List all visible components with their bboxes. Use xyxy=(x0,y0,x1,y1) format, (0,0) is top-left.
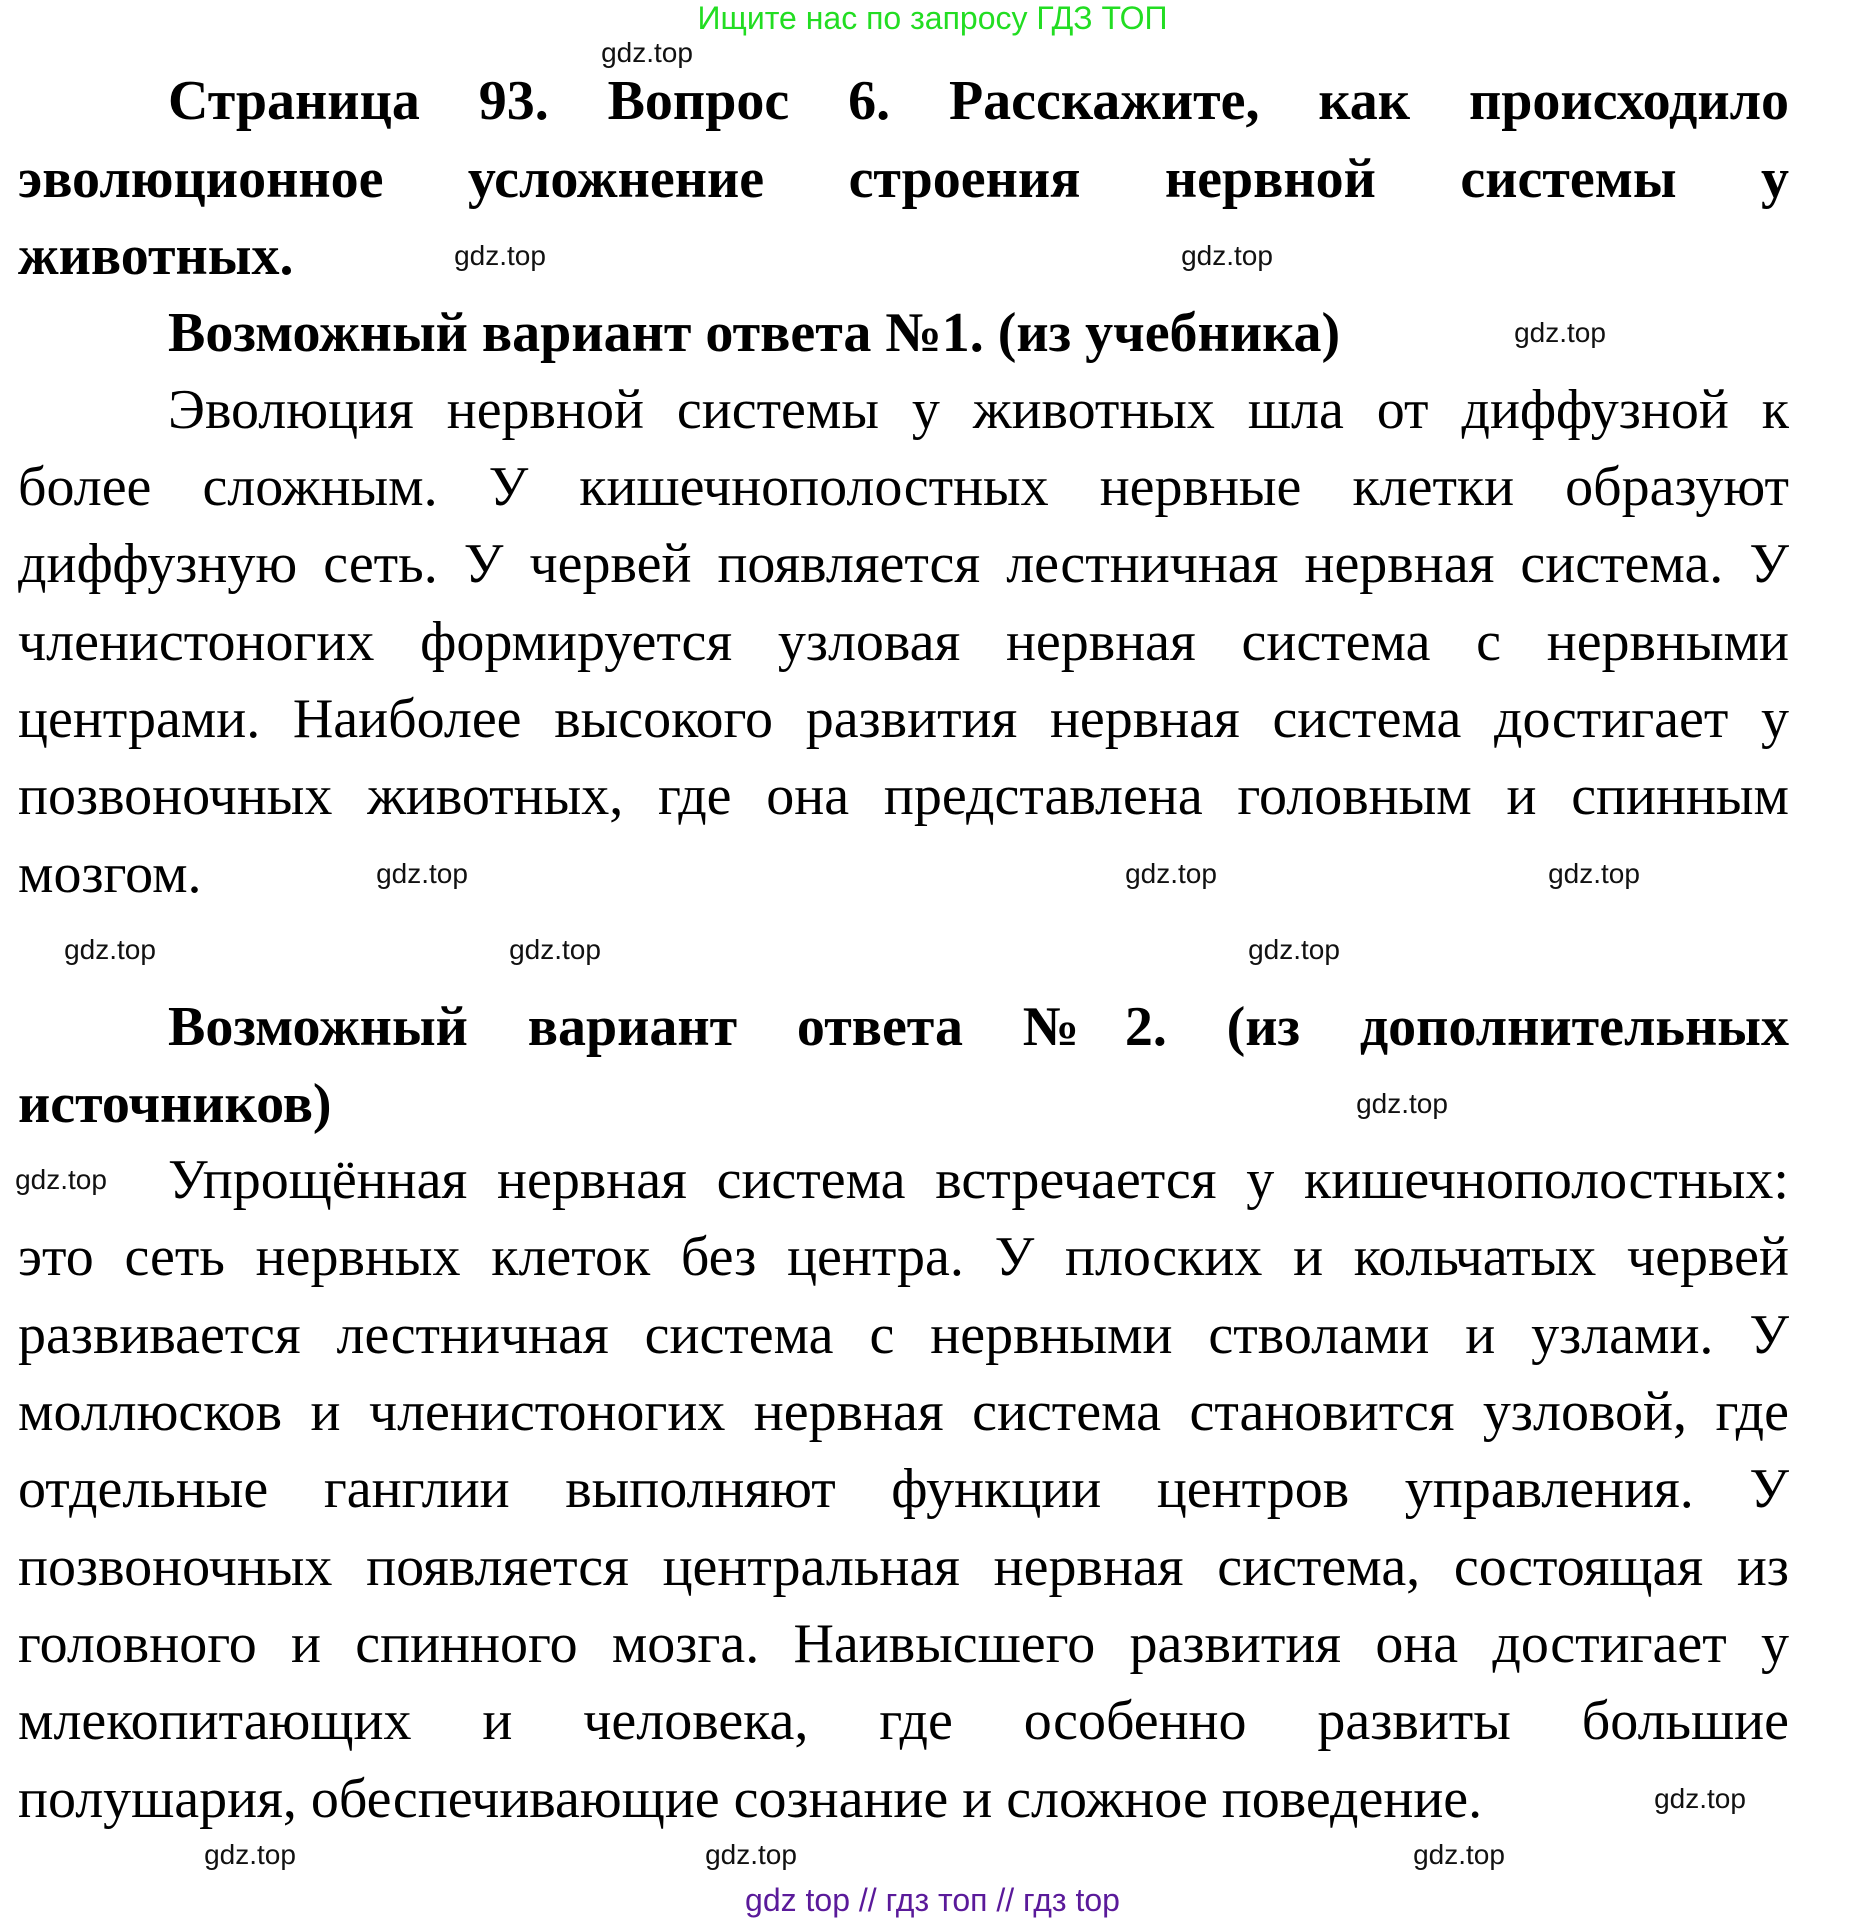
watermark: gdz.top xyxy=(1413,1839,1505,1870)
answer2-line: млекопитающих и человека, где особенно развиты большие xyxy=(18,1690,1789,1752)
footer-links: gdz top // гдз топ // гдз top xyxy=(745,1882,1120,1918)
answer1-line: позвоночных животных, где она представлена головным и спинным xyxy=(18,765,1789,827)
watermark: gdz.top xyxy=(376,858,468,889)
answer2-line: это сеть нервных клеток без центра. У плоских и кольчатых червей xyxy=(18,1226,1789,1288)
answer2-line: головного и спинного мозга. Наивысшего развития она достигает у xyxy=(18,1613,1789,1675)
answer2-heading: источников) xyxy=(18,1073,332,1135)
watermark: gdz.top xyxy=(1514,317,1606,348)
answer2-line: полушария, обеспечивающие сознание и сложное поведение. xyxy=(18,1768,1483,1830)
title-line: эволюционное усложнение строения нервной системы у xyxy=(18,148,1789,210)
answer2-heading: Возможный вариант ответа №2. (из дополнительных xyxy=(168,996,1789,1058)
answer2-line: Упрощённая нервная система встречается у кишечнополостных: xyxy=(168,1149,1789,1211)
title-line: животных. xyxy=(18,225,294,287)
answer1-line: центрами. Наиболее высокого развития нервная система достигает у xyxy=(18,688,1789,750)
title-line: Страница 93. Вопрос 6. Расскажите, как происходило xyxy=(168,70,1789,132)
watermark: gdz.top xyxy=(204,1839,296,1870)
watermark: gdz.top xyxy=(509,934,601,965)
answer1-line: диффузную сеть. У червей появляется лестничная нервная система. У xyxy=(18,533,1789,595)
watermark: gdz.top xyxy=(1248,934,1340,965)
watermark: gdz.top xyxy=(705,1839,797,1870)
answer1-line: Эволюция нервной системы у животных шла от диффузной к xyxy=(168,379,1789,441)
watermark: gdz.top xyxy=(1181,240,1273,271)
answer2-line: моллюсков и членистоногих нервная система становится узловой, где xyxy=(18,1381,1789,1443)
answer1-line: членистоногих формируется узловая нервная система с нервными xyxy=(18,611,1789,673)
answer1-heading: Возможный вариант ответа №1. (из учебника) xyxy=(168,302,1341,364)
watermark: gdz.top xyxy=(1654,1783,1746,1814)
answer1-line: более сложным. У кишечнополостных нервные клетки образуют xyxy=(18,456,1789,518)
watermark: gdz.top xyxy=(1356,1088,1448,1119)
watermark: gdz.top xyxy=(601,37,693,68)
search-banner: Ищите нас по запросу ГДЗ ТОП xyxy=(697,0,1168,36)
watermark: gdz.top xyxy=(1548,858,1640,889)
answer2-line: позвоночных появляется центральная нервная система, состоящая из xyxy=(18,1536,1789,1598)
watermark: gdz.top xyxy=(1125,858,1217,889)
watermark: gdz.top xyxy=(64,934,156,965)
answer1-line: мозгом. xyxy=(18,843,202,905)
answer2-line: отдельные ганглии выполняют функции центров управления. У xyxy=(18,1458,1789,1520)
watermark: gdz.top xyxy=(15,1164,107,1195)
watermark: gdz.top xyxy=(454,240,546,271)
answer2-line: развивается лестничная система с нервными стволами и узлами. У xyxy=(18,1304,1789,1366)
